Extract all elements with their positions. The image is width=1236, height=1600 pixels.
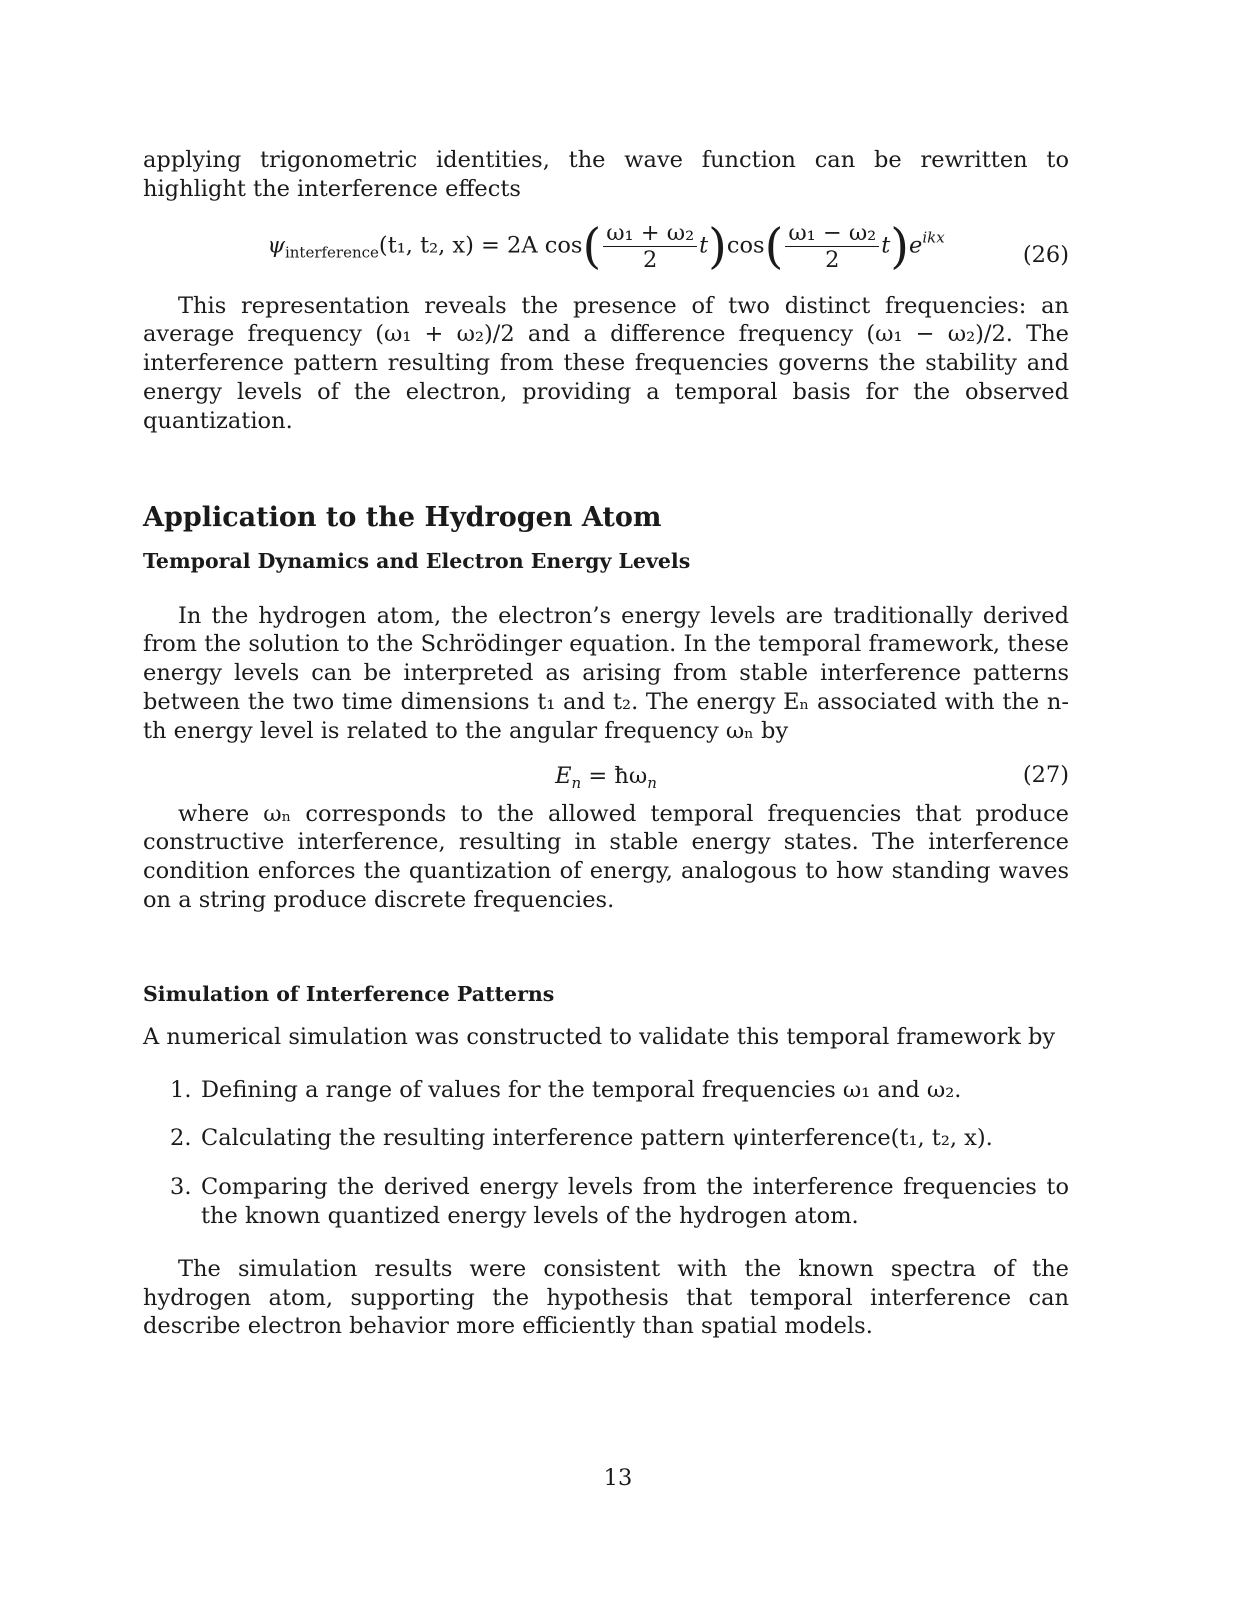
page-number: 13 <box>603 1465 633 1491</box>
subsection-title-simulation: Simulation of Interference Patterns <box>143 981 555 1006</box>
fraction-difference: $\frac{\text{ω₁ − ω₂}}{2}$ <box>785 220 879 273</box>
list-item: 1. Defining a range of values for the temporal frequencies ω₁ and ω₂. <box>170 1076 962 1103</box>
steps-list <box>143 1076 1069 1231</box>
page-body <box>143 140 1069 1341</box>
paragraph-intro: applying trigonometric identities, the wave function can be rewritten to highlight the interference effects <box>143 147 1069 202</box>
equation-26-math: $\psi_{interference}(t_1$, t₂, x) = 2A cos( $\frac{\text{ω₁ + ω₂}}{2}$ t)cos( $\frac{\text{ω₁ − ω₂}}{2}$ $t)e^{ikx}$ <box>267 218 945 275</box>
paragraph-where: where ωₙ corresponds to the allowed temporal frequencies that produce constructive interference, resulting in stable energy states. The interference condition enforces the quantization of energy, analogous to how standing waves on a string produce discrete frequencies. <box>143 800 1069 913</box>
psi-symbol: ψ <box>267 232 285 259</box>
fraction-average: $\frac{\text{ω₁ + ω₂}}{2}$ <box>603 220 697 273</box>
paragraph-simulation: A numerical simulation was constructed to validate this temporal framework by <box>143 1023 1056 1050</box>
equation-27-number: (27) <box>1022 761 1069 788</box>
subsection-title-temporal-dynamics: Temporal Dynamics and Electron Energy Levels <box>143 548 691 573</box>
equation-26-args: (t₁, t₂, x) = 2A cos <box>378 232 583 259</box>
equation-27 <box>143 754 1069 800</box>
equation-27-math: $E_n$ = $ħ\omega_n$ <box>555 762 657 792</box>
psi-subscript: interference <box>284 243 379 262</box>
equation-26-number: (26) <box>1022 241 1069 268</box>
list-item: 3. Comparing the derived energy levels from the interference frequencies to the known quantized energy levels of the hydrogen atom. <box>170 1174 1069 1229</box>
paragraph-hydrogen: In the hydrogen atom, the electron’s energy levels are traditionally derived from the solution to the Schrödinger equation. In the temporal framework, these energy levels can be interpreted as arising from stable interference patterns between the two time dimensions t₁ and t₂. The energy Eₙ associated with the n-th energy level is related to the angular frequency ωₙ by <box>143 602 1069 744</box>
paragraph-representation: This representation reveals the presence of two distinct frequencies: an average frequency (ω₁ + ω₂)/2 and a difference frequency (ω₁ − ω₂)/2. The interference pattern resulting from these frequencies governs the stability and energy levels of the electron, providing a temporal basis for the observed quantization. <box>143 292 1069 434</box>
section-title: Application to the Hydrogen Atom <box>143 501 662 533</box>
paragraph-results: The simulation results were consistent with the known spectra of the hydrogen atom, supporting the hypothesis that temporal interference can describe electron behavior more efficiently than spatial models. <box>143 1255 1069 1340</box>
equation-26 <box>143 220 1069 292</box>
list-item: 2. Calculating the resulting interference pattern ψinterference(t₁, t₂, x). <box>170 1125 993 1152</box>
